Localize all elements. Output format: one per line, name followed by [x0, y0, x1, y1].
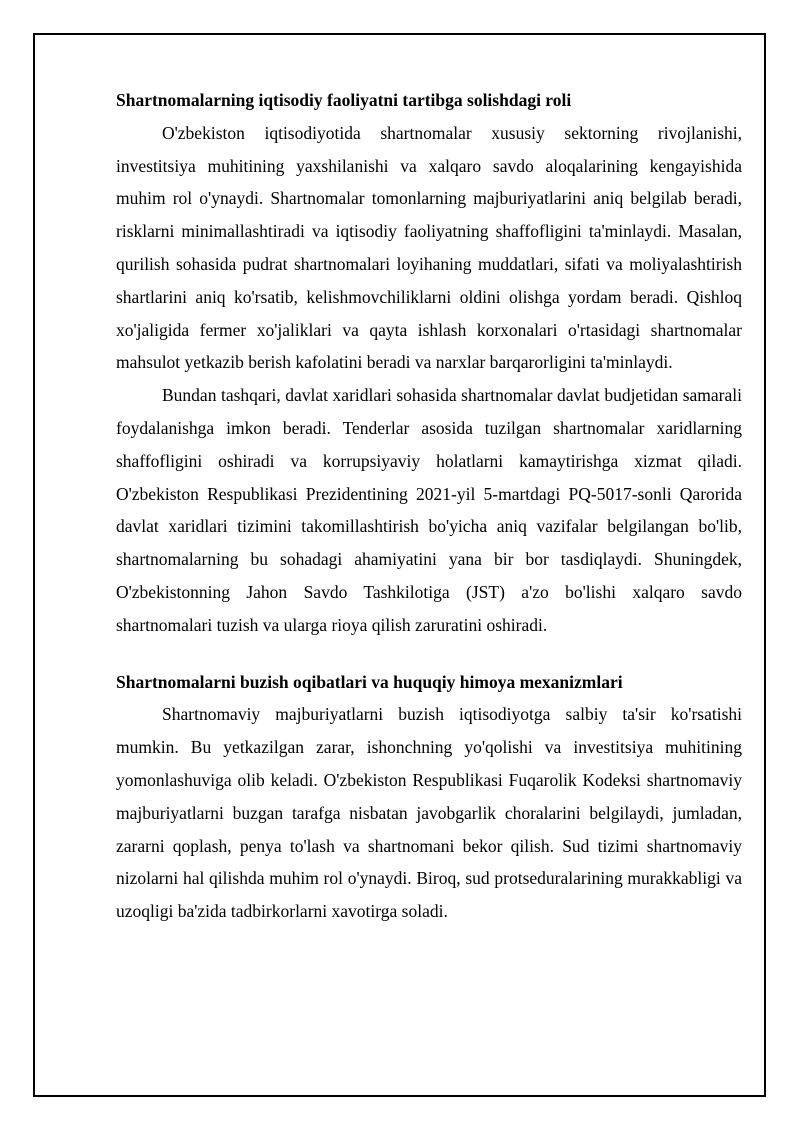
section-heading: Shartnomalarning iqtisodiy faoliyatni tartibga solishdagi roli [116, 90, 572, 110]
paragraph: Bundan tashqari, davlat xaridlari sohasida shartnomalar davlat budjetidan samarali foydalanishga imkon beradi. Tenderlar asosida tuzilgan shartnomalar xaridlarning shaffofligini oshiradi va korrupsiyaviy holatlarni kamaytirishga xizmat qiladi. O'zbekiston Respublikasi Prezidentining 2021-yil 5-martdagi PQ-5017-sonli Qarorida davlat xaridlari tizimini takomillashtirish bo'yicha aniq vazifalar belgilangan bo'lib, shartnomalarning bu sohadagi ahamiyatini yana bir bor tasdiqlaydi. Shuningdek, O'zbekistonning Jahon Savdo Tashkilotiga (JST) a'zo bo'lishi xalqaro savdo shartnomalari tuzish va ularga rioya qilish zaruratini oshiradi. [116, 385, 742, 635]
section-heading: Shartnomalarni buzish oqibatlari va huquqiy himoya mexanizmlari [116, 671, 623, 692]
paragraph: O'zbekiston iqtisodiyotida shartnomalar xususiy sektorning rivojlanishi, investitsiya muhitining yaxshilanishi va xalqaro savdo aloqalarining kengayishida muhim rol o'ynaydi. Shartnomalar tomonlarning majburiyatlarini aniq belgilab beradi, risklarni minimallashtiradi va iqtisodiy faoliyatning shaffofligini ta'minlaydi. Masalan, qurilish sohasida pudrat shartnomalari loyihaning muddatlari, sifati va moliyalashtirish shartlarini aniq ko'rsatib, kelishmovchiliklarni oldini olishga yordam beradi. Qishloq xo'jaligida fermer xo'jaliklari va qayta ishlash korxonalari o'rtasidagi shartnomalar mahsulot yetkazib berish kafolatini beradi va narxlar barqarorligini ta'minlaydi. [116, 122, 742, 373]
paragraph: Shartnomaviy majburiyatlarni buzish iqtisodiyotga salbiy ta'sir ko'rsatishi mumkin. Bu yetkazilgan zarar, ishonchning yo'qolishi va investitsiya muhitining yomonlashuviga olib keladi. O'zbekiston Respublikasi Fuqarolik Kodeksi shartnomaviy majburiyatlarni buzgan tarafga nisbatan javobgarlik choralarini belgilaydi, jumladan, zararni qoplash, penya to'lash va shartnomani bekor qilish. Sud tizimi shartnomaviy nizolarni hal qilishda muhim rol o'ynaydi. Biroq, sud protseduralarining murakkabligi va uzoqligi ba'zida tadbirkorlarni xavotirga soladi. [116, 704, 742, 922]
document-body [116, 84, 742, 928]
